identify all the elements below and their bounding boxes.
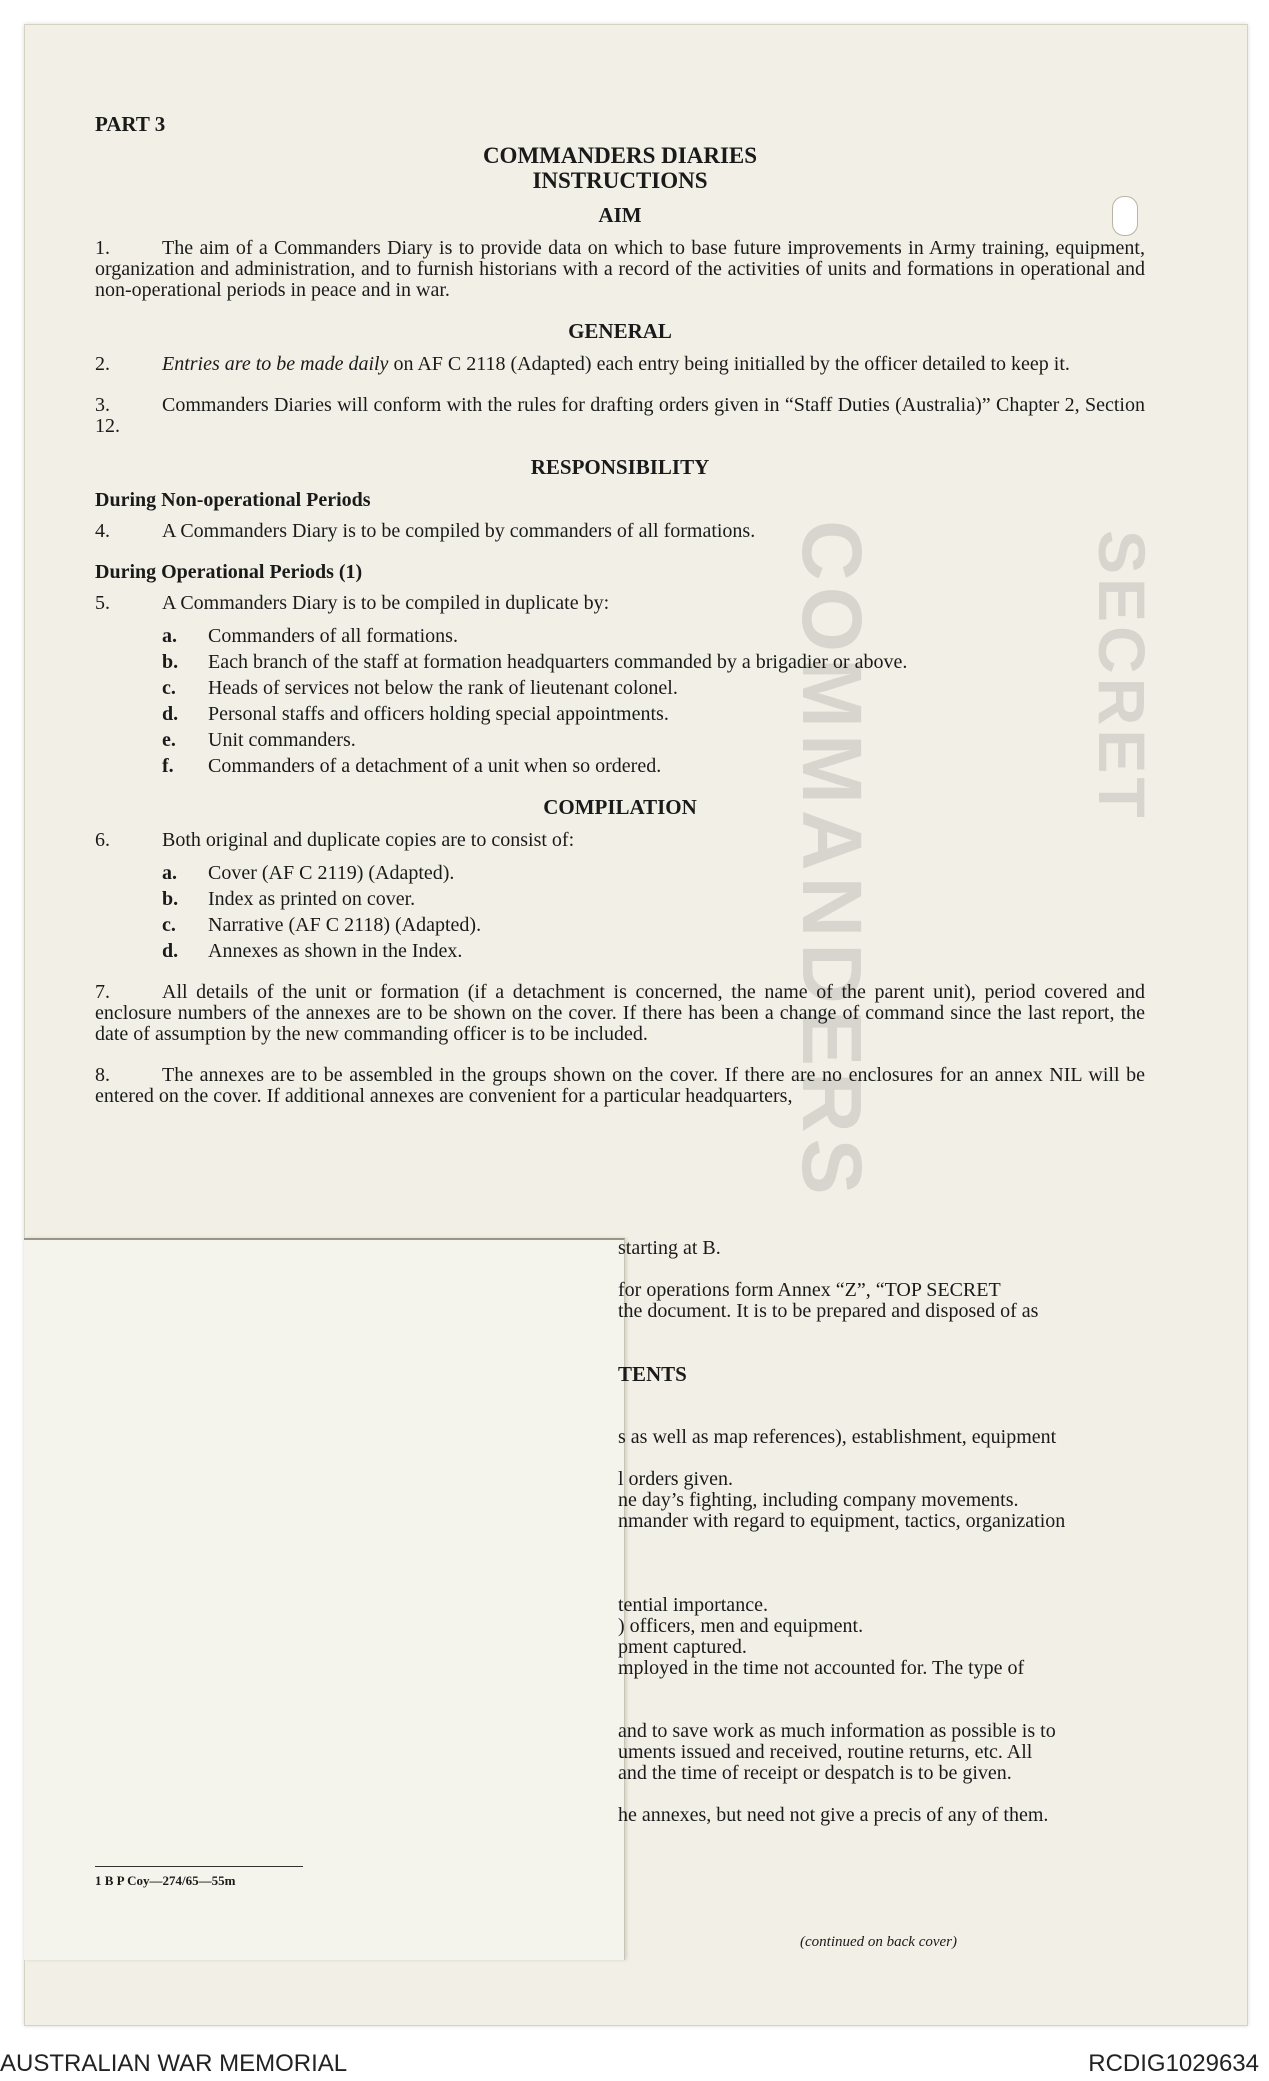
paragraph-number: 6. [95, 829, 110, 851]
list-text: Index as printed on cover. [208, 888, 416, 910]
paragraph-number: 7. [95, 981, 110, 1003]
subheading-operational: During Operational Periods (1) [95, 561, 363, 583]
partial-text-line [618, 1322, 1145, 1343]
partial-text-line [618, 1679, 1145, 1700]
archive-credit: AUSTRALIAN WAR MEMORIAL [0, 2050, 348, 2077]
partial-text-line [618, 1385, 1145, 1406]
paragraph-number: 5. [95, 592, 110, 614]
paragraph-4 [95, 521, 1145, 542]
list-item [95, 889, 1145, 910]
part-label: PART 3 [95, 112, 166, 136]
list-item [95, 756, 1145, 777]
list-letter: f. [162, 755, 174, 777]
aim-heading: AIM [598, 203, 642, 227]
paragraph-text: Commanders Diaries will conform with the rules for drafting orders given in “Staff Duties (Australia)” Chapter 2, Section 12. [95, 394, 1145, 437]
footer-rule [95, 1866, 303, 1867]
show-through-text: COMMANDERS [785, 520, 879, 1201]
list-text: Each branch of the staff at formation headquarters commanded by a brigadier or above. [208, 651, 908, 673]
partial-text-line: uments issued and received, routine returns, etc. All [618, 1741, 1033, 1763]
subheading-non-operational: During Non-operational Periods [95, 489, 371, 511]
list-letter: a. [162, 625, 177, 647]
partial-text-line: ne day’s fighting, including company movements. [618, 1489, 1019, 1511]
list-item [95, 863, 1145, 884]
partial-text-line: starting at B. [618, 1237, 721, 1259]
partial-text-line [618, 1532, 1145, 1553]
general-heading: GENERAL [568, 319, 672, 343]
compilation-list [95, 863, 1145, 962]
partial-text-line: l orders given. [618, 1468, 733, 1490]
partial-text-line: for operations form Annex “Z”, “TOP SECRET [618, 1279, 1001, 1301]
compilation-heading: COMPILATION [543, 795, 697, 819]
list-text: Personal staffs and officers holding special appointments. [208, 703, 669, 725]
list-item [95, 915, 1145, 936]
partial-text-line: s as well as map references), establishment, equipment [618, 1426, 1057, 1448]
paragraph-text: A Commanders Diary is to be compiled in duplicate by: [162, 592, 610, 614]
document-subtitle: INSTRUCTIONS [532, 168, 708, 193]
partial-text-line: the document. It is to be prepared and disposed of as [618, 1300, 1039, 1322]
folded-page-panel [24, 1238, 625, 1960]
list-item [95, 652, 1145, 673]
partial-text-line: pment captured. [618, 1636, 747, 1658]
document-body [95, 92, 1145, 1127]
partial-text-line [618, 1343, 1145, 1364]
paragraph-5 [95, 593, 1145, 614]
list-text: Unit commanders. [208, 729, 356, 751]
paragraph-text: All details of the unit or formation (if a detachment is concerned, the name of the parent unit), period covered and enclosure numbers of the annexes are to be shown on the cover. If there has been a change of command since the last report, the date of assumption by the new commanding officer is to be included. [95, 981, 1145, 1045]
paragraph-number: 1. [95, 237, 110, 259]
partial-text-line: ) officers, men and equipment. [618, 1615, 864, 1637]
partial-text-line [618, 1574, 1145, 1595]
paragraph-3 [95, 395, 1145, 437]
list-letter: c. [162, 914, 176, 936]
list-item [95, 704, 1145, 725]
paragraph-text: The aim of a Commanders Diary is to provide data on which to base future improvements in Army training, equipment, organization and administration, and to furnish historians with a record of the activities of units and formations in operational and non-operational periods in peace and in war. [95, 237, 1145, 301]
document-title: COMMANDERS DIARIES [482, 143, 758, 168]
list-text: Heads of services not below the rank of lieutenant colonel. [208, 677, 678, 699]
continued-note: (continued on back cover) [800, 1934, 958, 1950]
paragraph-6 [95, 830, 1145, 851]
paragraph-text: The annexes are to be assembled in the groups shown on the cover. If there are no enclosures for an annex NIL will be entered on the cover. If additional annexes are convenient for a particular headquarters, [95, 1064, 1145, 1107]
list-text: Commanders of all formations. [208, 625, 458, 647]
partial-text-line [618, 1784, 1145, 1805]
partial-text-line: mployed in the time not accounted for. The type of [618, 1657, 1025, 1679]
paragraph-number: 4. [95, 520, 110, 542]
print-code: 1 B P Coy—274/65—55m [95, 1873, 236, 1888]
paragraph-text: A Commanders Diary is to be compiled by commanders of all formations. [162, 520, 756, 542]
paragraph-2 [95, 354, 1145, 375]
partial-text-line: TENTS [618, 1362, 687, 1386]
list-text: Commanders of a detachment of a unit when so ordered. [208, 755, 662, 777]
paragraph-number: 2. [95, 353, 110, 375]
partial-text-line: he annexes, but need not give a precis of any of them. [618, 1804, 1049, 1826]
list-letter: b. [162, 651, 179, 673]
paragraph-1 [95, 238, 1145, 301]
partial-text-line: and to save work as much information as possible is to [618, 1720, 1056, 1742]
list-letter: e. [162, 729, 176, 751]
paragraph-text: Both original and duplicate copies are to consist of: [162, 829, 575, 851]
list-item [95, 678, 1145, 699]
partial-text-line [618, 1259, 1145, 1280]
partial-text-line [618, 1553, 1145, 1574]
list-letter: d. [162, 703, 179, 725]
partial-text-line: and the time of receipt or despatch is to be given. [618, 1762, 1012, 1784]
partial-text-line [618, 1700, 1145, 1721]
list-item [95, 626, 1145, 647]
list-item [95, 730, 1145, 751]
paragraph-number: 8. [95, 1064, 110, 1086]
paragraph-7 [95, 982, 1145, 1045]
paragraph-text: Entries are to be made daily on AF C 2118 (Adapted) each entry being initialled by the officer detailed to keep it. [162, 353, 1070, 375]
list-text: Narrative (AF C 2118) (Adapted). [208, 914, 482, 936]
partial-text-line [618, 1448, 1145, 1469]
responsibility-heading: RESPONSIBILITY [530, 455, 710, 479]
show-through-text-secret: SECRET [1085, 530, 1159, 822]
list-item [95, 941, 1145, 962]
list-letter: b. [162, 888, 179, 910]
list-letter: c. [162, 677, 176, 699]
responsibility-list [95, 626, 1145, 777]
list-text: Cover (AF C 2119) (Adapted). [208, 862, 455, 884]
archive-reference: RCDIG1029634 [1088, 2050, 1259, 2077]
partial-text-line: nmander with regard to equipment, tactics, organization [618, 1510, 1066, 1532]
partial-text-line: tential importance. [618, 1594, 768, 1616]
paragraph-8 [95, 1065, 1145, 1107]
list-letter: d. [162, 940, 179, 962]
list-text: Annexes as shown in the Index. [208, 940, 463, 962]
paragraph-number: 3. [95, 394, 110, 416]
partially-covered-text [618, 1238, 1145, 1826]
partial-text-line [618, 1406, 1145, 1427]
list-letter: a. [162, 862, 177, 884]
